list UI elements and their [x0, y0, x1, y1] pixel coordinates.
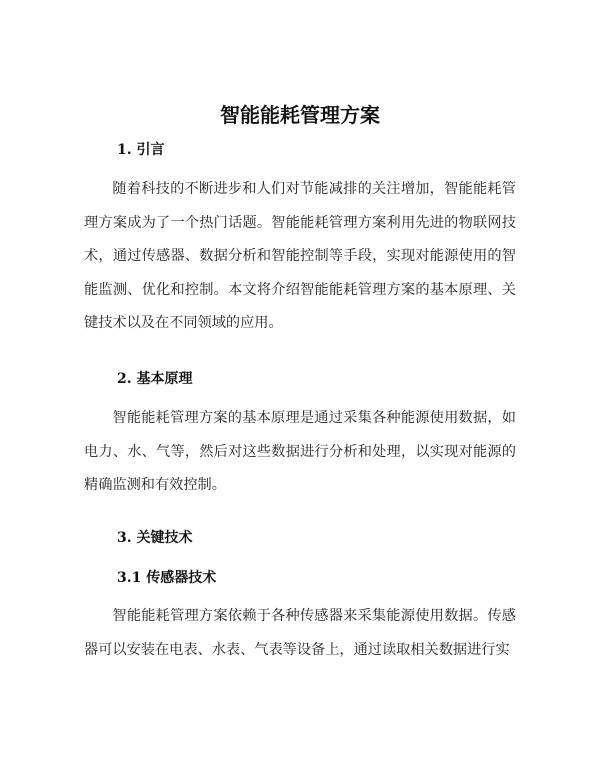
- section-heading-introduction: 1. 引言: [117, 142, 165, 158]
- section-heading-sensor-technology: 3.1 传感器技术: [117, 570, 217, 586]
- section-paragraph-introduction: 随着科技的不断进步和人们对节能减排的关注增加，智能能耗管理方案成为了一个热门话题。智能能耗管理方案利用先进的物联网技术，通过传感器、数据分析和智能控制等手段，实现对能源使用的智能监测、优化和控制。本文将介绍智能能耗管理方案的基本原理、关键技术以及在不同领域的应用。: [84, 181, 516, 331]
- section-heading-key-technologies: 3. 关键技术: [117, 530, 193, 546]
- document-title: 智能能耗管理方案: [220, 103, 380, 127]
- section-paragraph-sensor-technology: 智能能耗管理方案依赖于各种传感器来采集能源使用数据。传感器可以安装在电表、水表、气表等设备上，通过读取相关数据进行实: [84, 608, 516, 658]
- section-paragraph-basic-principle: 智能能耗管理方案的基本原理是通过采集各种能源使用数据，如电力、水、气等，然后对这些数据进行分析和处理，以实现对能源的精确监测和有效控制。: [84, 410, 516, 493]
- section-heading-basic-principle: 2. 基本原理: [117, 371, 193, 387]
